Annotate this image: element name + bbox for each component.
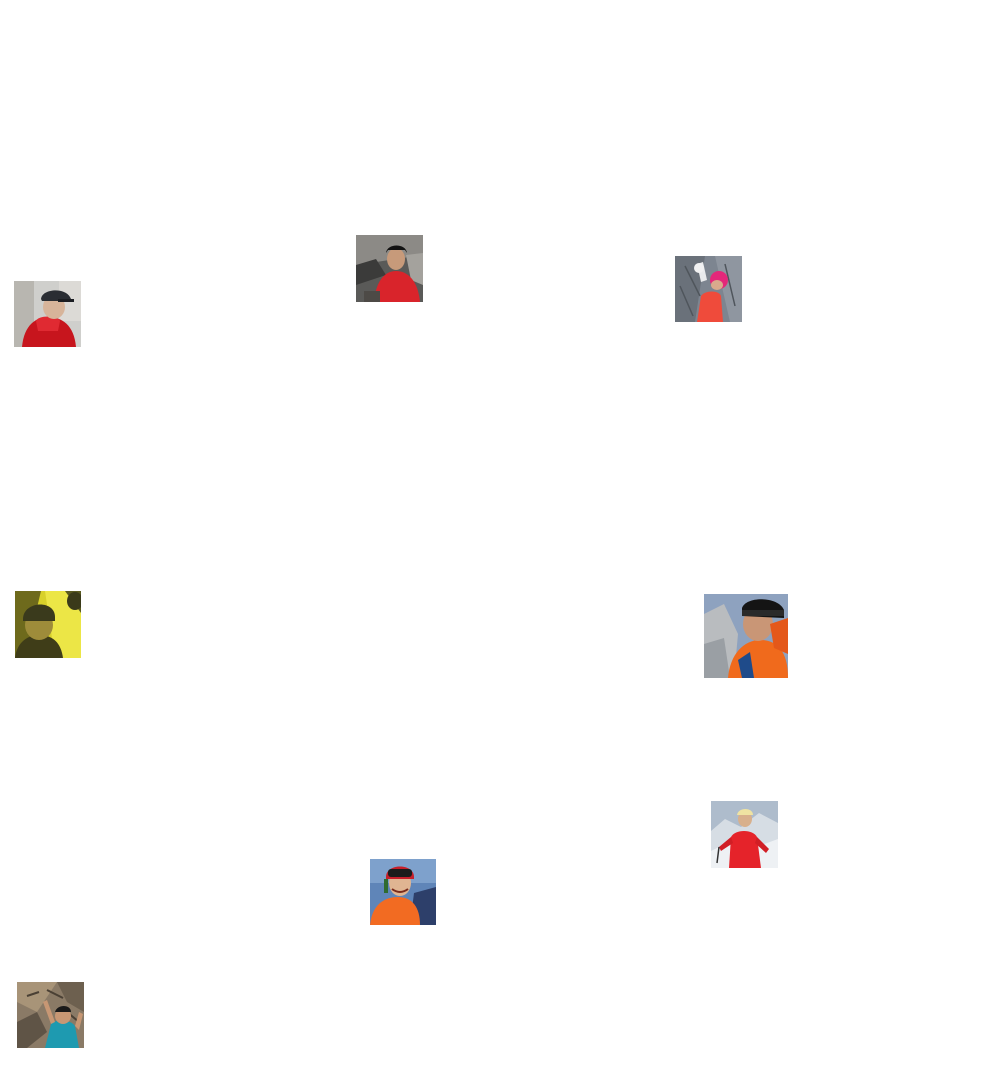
portrait-photo-2[interactable] — [356, 235, 423, 302]
portrait-image — [370, 859, 436, 925]
portrait-photo-7[interactable] — [370, 859, 436, 925]
portrait-photo-8[interactable] — [17, 982, 84, 1048]
portrait-image — [675, 256, 742, 322]
portrait-photo-5[interactable] — [704, 594, 788, 678]
portrait-image — [711, 801, 778, 868]
portrait-image — [356, 235, 423, 302]
portrait-photo-6[interactable] — [711, 801, 778, 868]
portrait-image — [704, 594, 788, 678]
portrait-photo-3[interactable] — [675, 256, 742, 322]
portrait-photo-4[interactable] — [15, 591, 81, 658]
portrait-image — [17, 982, 84, 1048]
portrait-image — [15, 591, 81, 658]
portrait-photo-1[interactable] — [14, 281, 81, 347]
portrait-image — [14, 281, 81, 347]
